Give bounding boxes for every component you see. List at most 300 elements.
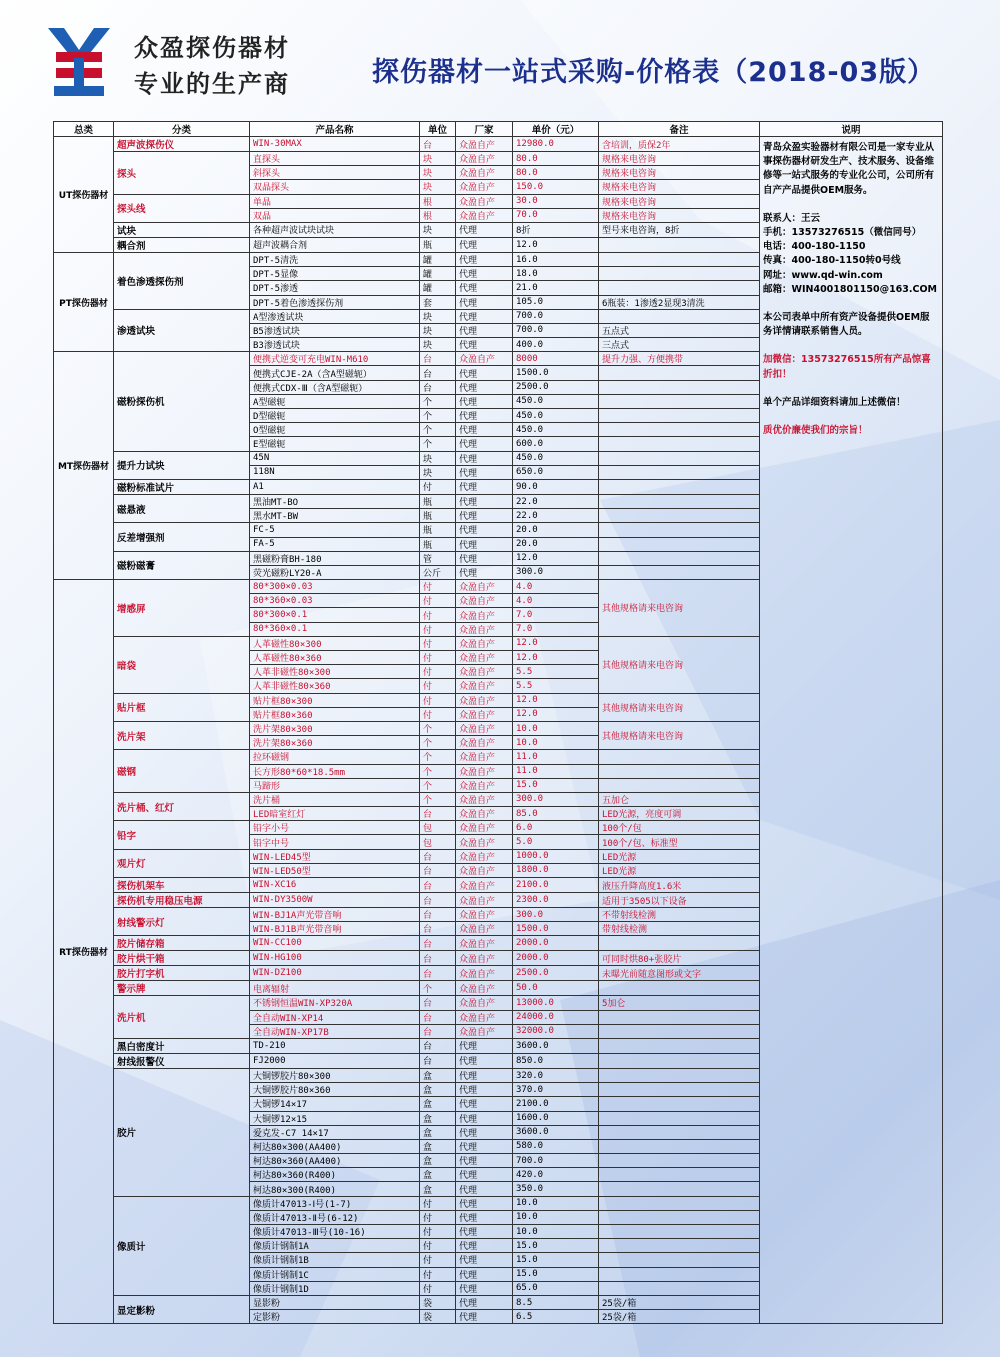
price-cell: 320.0 [513, 1068, 599, 1082]
unit-cell: 瓶 [420, 509, 456, 523]
maker-cell: 代理 [456, 479, 513, 494]
subcategory-cell: 胶片 [114, 1068, 250, 1196]
price-cell: 8折 [513, 222, 599, 237]
remark-cell [599, 1038, 760, 1053]
price-cell: 10.0 [513, 1225, 599, 1239]
remark-cell: 五加仑 [599, 792, 760, 806]
table-body [54, 137, 943, 1324]
product-name-cell: WIN-LED50型 [250, 863, 420, 877]
maker-cell: 众盈自产 [456, 707, 513, 721]
price-cell: 580.0 [513, 1139, 599, 1153]
price-cell: 450.0 [513, 409, 599, 423]
remark-cell [599, 1253, 760, 1267]
remark-cell [599, 479, 760, 494]
unit-cell: 瓶 [420, 523, 456, 537]
maker-cell: 众盈自产 [456, 792, 513, 806]
product-name-cell: A1 [250, 479, 420, 494]
remark-cell [599, 764, 760, 778]
product-name-cell: LED暗室红灯 [250, 807, 420, 821]
maker-cell: 众盈自产 [456, 137, 513, 152]
column-header: 总类 [54, 122, 114, 137]
unit-cell: 块 [420, 152, 456, 166]
remark-cell: 其他规格请来电咨询 [599, 721, 760, 749]
subcategory-cell: 探头 [114, 152, 250, 195]
price-cell: 90.0 [513, 479, 599, 494]
price-cell: 150.0 [513, 180, 599, 194]
product-name-cell: 80*360×0.1 [250, 622, 420, 636]
price-cell: 700.0 [513, 323, 599, 337]
maker-cell: 代理 [456, 380, 513, 394]
remark-cell [599, 1196, 760, 1210]
subcategory-cell: 磁粉探伤机 [114, 352, 250, 451]
product-name-cell: B5渗透试块 [250, 323, 420, 337]
maker-cell: 代理 [456, 1053, 513, 1068]
column-header: 单位 [420, 122, 456, 137]
product-name-cell: 全自动WIN-XP14 [250, 1010, 420, 1024]
unit-cell: 包 [420, 835, 456, 849]
maker-cell: 众盈自产 [456, 180, 513, 194]
maker-cell: 众盈自产 [456, 750, 513, 764]
product-name-cell: WIN-XC16 [250, 878, 420, 893]
note-paragraph: 网址：www.qd-win.com [763, 269, 883, 281]
price-table [53, 121, 943, 1324]
unit-cell: 个 [420, 721, 456, 735]
maker-cell: 众盈自产 [456, 580, 513, 594]
unit-cell: 台 [420, 849, 456, 863]
price-cell: 105.0 [513, 295, 599, 309]
remark-cell: 其他规格请来电咨询 [599, 636, 760, 693]
product-name-cell: 便携式逆变可充电WIN-M610 [250, 352, 420, 366]
unit-cell: 台 [420, 922, 456, 936]
maker-cell: 代理 [456, 1253, 513, 1267]
product-name-cell: O型磁轭 [250, 423, 420, 437]
product-name-cell: 贴片框80×360 [250, 707, 420, 721]
unit-cell: 付 [420, 636, 456, 650]
remark-cell [599, 1154, 760, 1168]
unit-cell: 瓶 [420, 537, 456, 551]
maker-cell: 众盈自产 [456, 936, 513, 951]
price-cell: 10.0 [513, 1210, 599, 1224]
unit-cell: 盒 [420, 1182, 456, 1196]
product-name-cell: 柯达80×360(R400) [250, 1168, 420, 1182]
product-name-cell: 像质计钢制1C [250, 1267, 420, 1281]
maker-cell: 代理 [456, 394, 513, 408]
unit-cell: 块 [420, 222, 456, 237]
remark-cell: 100个/包、标准型 [599, 835, 760, 849]
maker-cell: 众盈自产 [456, 1024, 513, 1038]
remark-cell: 适用于3505以下设备 [599, 893, 760, 908]
price-cell: 12.0 [513, 551, 599, 565]
remark-cell: 可同时烘80+张胶片 [599, 951, 760, 966]
price-cell: 6.5 [513, 1310, 599, 1324]
product-name-cell: WIN-LED45型 [250, 849, 420, 863]
remark-cell: LED光源 [599, 849, 760, 863]
remark-cell: 不带射线检测 [599, 908, 760, 922]
price-cell: 420.0 [513, 1168, 599, 1182]
product-name-cell: 铅字小号 [250, 821, 420, 835]
maker-cell: 众盈自产 [456, 821, 513, 835]
price-cell: 80.0 [513, 166, 599, 180]
unit-cell: 套 [420, 295, 456, 309]
unit-cell: 台 [420, 1053, 456, 1068]
product-name-cell: 洗片架80×300 [250, 721, 420, 735]
maker-cell: 代理 [456, 537, 513, 551]
remark-cell [599, 1239, 760, 1253]
brand-line-2: 专业的生产商 [134, 70, 290, 98]
maker-cell: 众盈自产 [456, 1010, 513, 1024]
price-cell: 1500.0 [513, 366, 599, 380]
maker-cell: 代理 [456, 1068, 513, 1082]
price-cell: 12.0 [513, 707, 599, 721]
price-cell: 21.0 [513, 281, 599, 295]
price-cell: 650.0 [513, 465, 599, 479]
unit-cell: 个 [420, 792, 456, 806]
price-cell: 1500.0 [513, 922, 599, 936]
price-cell: 2300.0 [513, 893, 599, 908]
price-cell: 700.0 [513, 1154, 599, 1168]
product-name-cell: 荧光磁粉LY20-A [250, 565, 420, 579]
subcategory-cell: 胶片烘干箱 [114, 951, 250, 966]
subcategory-cell: 探伤机专用稳压电源 [114, 893, 250, 908]
remark-cell: 其他规格请来电咨询 [599, 693, 760, 721]
subcategory-cell: 射线警示灯 [114, 908, 250, 936]
product-name-cell: FJ2000 [250, 1053, 420, 1068]
remark-cell [599, 1210, 760, 1224]
subcategory-cell: 铅字 [114, 821, 250, 849]
unit-cell: 台 [420, 366, 456, 380]
subcategory-cell: 洗片桶、红灯 [114, 792, 250, 820]
unit-cell: 盒 [420, 1097, 456, 1111]
price-cell: 8000 [513, 352, 599, 366]
price-cell: 12.0 [513, 693, 599, 707]
price-cell: 450.0 [513, 394, 599, 408]
maker-cell: 众盈自产 [456, 778, 513, 792]
category-cell: UT探伤器材 [54, 137, 114, 253]
price-cell: 20.0 [513, 537, 599, 551]
unit-cell: 付 [420, 1281, 456, 1295]
remark-cell: 含培训，质保2年 [599, 137, 760, 152]
remark-cell [599, 465, 760, 479]
note-spacer [763, 198, 939, 212]
maker-cell: 众盈自产 [456, 208, 513, 222]
price-cell: 70.0 [513, 208, 599, 222]
maker-cell: 众盈自产 [456, 665, 513, 679]
note-paragraph: 手机：13573276515（微信同号） [763, 227, 922, 239]
remark-cell: 未曝光前随意图形或文字 [599, 966, 760, 981]
maker-cell: 众盈自产 [456, 764, 513, 778]
unit-cell: 台 [420, 908, 456, 922]
price-cell: 3600.0 [513, 1038, 599, 1053]
product-name-cell: 像质计钢制1A [250, 1239, 420, 1253]
unit-cell: 台 [420, 1038, 456, 1053]
remark-cell [599, 750, 760, 764]
maker-cell: 众盈自产 [456, 622, 513, 636]
subcategory-cell: 洗片架 [114, 721, 250, 749]
unit-cell: 付 [420, 594, 456, 608]
product-name-cell: 电离辐射 [250, 981, 420, 996]
product-name-cell: 便携式CDX-Ⅲ（含A型磁轭） [250, 380, 420, 394]
product-name-cell: 柯达80×300(R400) [250, 1182, 420, 1196]
unit-cell: 罐 [420, 252, 456, 266]
product-name-cell: 像质计47013-Ⅱ号(6-12) [250, 1210, 420, 1224]
remark-cell: 25袋/箱 [599, 1295, 760, 1309]
price-cell: 15.0 [513, 1239, 599, 1253]
subcategory-cell: 探伤机架车 [114, 878, 250, 893]
price-cell: 16.0 [513, 252, 599, 266]
unit-cell: 瓶 [420, 494, 456, 508]
maker-cell: 代理 [456, 494, 513, 508]
subcategory-cell: 反差增强剂 [114, 523, 250, 551]
remark-cell [599, 1267, 760, 1281]
remark-cell [599, 267, 760, 281]
maker-cell: 众盈自产 [456, 679, 513, 693]
column-header: 说明 [760, 122, 943, 137]
price-cell: 5.5 [513, 665, 599, 679]
unit-cell: 付 [420, 1267, 456, 1281]
maker-cell: 众盈自产 [456, 608, 513, 622]
maker-cell: 众盈自产 [456, 693, 513, 707]
remark-cell: LED光源，亮度可调 [599, 807, 760, 821]
maker-cell: 代理 [456, 1281, 513, 1295]
maker-cell: 代理 [456, 1083, 513, 1097]
product-name-cell: WIN-DZ100 [250, 966, 420, 981]
maker-cell: 代理 [456, 295, 513, 309]
subcategory-cell: 超声波探伤仪 [114, 137, 250, 152]
remark-cell [599, 565, 760, 579]
brand-line-1: 众盈探伤器材 [134, 34, 290, 62]
price-cell: 1000.0 [513, 849, 599, 863]
maker-cell: 代理 [456, 1196, 513, 1210]
remark-cell: 规格来电咨询 [599, 194, 760, 208]
unit-cell: 公斤 [420, 565, 456, 579]
maker-cell: 代理 [456, 309, 513, 323]
product-name-cell: 双晶探头 [250, 180, 420, 194]
unit-cell: 台 [420, 863, 456, 877]
product-name-cell: 洗片桶 [250, 792, 420, 806]
unit-cell: 台 [420, 893, 456, 908]
product-name-cell: 像质计钢制1D [250, 1281, 420, 1295]
unit-cell: 付 [420, 1239, 456, 1253]
maker-cell: 众盈自产 [456, 594, 513, 608]
maker-cell: 代理 [456, 551, 513, 565]
note-paragraph: 传真：400-180-1150转0号线 [763, 255, 901, 267]
remark-cell: 规格来电咨询 [599, 152, 760, 166]
unit-cell: 根 [420, 208, 456, 222]
price-cell: 370.0 [513, 1083, 599, 1097]
unit-cell: 付 [420, 1253, 456, 1267]
subcategory-cell: 像质计 [114, 1196, 250, 1295]
column-header: 单价（元） [513, 122, 599, 137]
product-name-cell: 贴片框80×300 [250, 693, 420, 707]
product-name-cell: 斜探头 [250, 166, 420, 180]
price-cell: 11.0 [513, 764, 599, 778]
unit-cell: 块 [420, 323, 456, 337]
price-cell: 1800.0 [513, 863, 599, 877]
remark-cell [599, 981, 760, 996]
product-name-cell: 单晶 [250, 194, 420, 208]
unit-cell: 台 [420, 380, 456, 394]
unit-cell: 罐 [420, 267, 456, 281]
price-cell: 300.0 [513, 792, 599, 806]
product-name-cell: 像质计钢制1B [250, 1253, 420, 1267]
unit-cell: 台 [420, 352, 456, 366]
remark-cell [599, 936, 760, 951]
maker-cell: 众盈自产 [456, 951, 513, 966]
product-name-cell: 大铜锣14×17 [250, 1097, 420, 1111]
price-cell: 15.0 [513, 1253, 599, 1267]
product-name-cell: WIN-DY3500W [250, 893, 420, 908]
subcategory-cell: 洗片机 [114, 996, 250, 1039]
product-name-cell: 人革非磁性80×300 [250, 665, 420, 679]
unit-cell: 盒 [420, 1154, 456, 1168]
column-header: 分类 [114, 122, 250, 137]
maker-cell: 代理 [456, 423, 513, 437]
unit-cell: 付 [420, 679, 456, 693]
column-header: 厂家 [456, 122, 513, 137]
product-name-cell: WIN-HG100 [250, 951, 420, 966]
maker-cell: 代理 [456, 1310, 513, 1324]
unit-cell: 块 [420, 309, 456, 323]
remark-cell: 提升力强、方便携带 [599, 352, 760, 366]
price-cell: 2500.0 [513, 380, 599, 394]
product-name-cell: WIN-BJ1A声光带音响 [250, 908, 420, 922]
maker-cell: 众盈自产 [456, 922, 513, 936]
remark-cell [599, 1083, 760, 1097]
maker-cell: 众盈自产 [456, 194, 513, 208]
price-cell: 1600.0 [513, 1111, 599, 1125]
category-cell: MT探伤器材 [54, 352, 114, 580]
price-cell: 50.0 [513, 981, 599, 996]
remark-cell [599, 551, 760, 565]
product-name-cell: A型磁轭 [250, 394, 420, 408]
subcategory-cell: 提升力试块 [114, 451, 250, 479]
remark-cell: 三点式 [599, 338, 760, 352]
product-name-cell: 超声波耦合剂 [250, 237, 420, 252]
unit-cell: 个 [420, 409, 456, 423]
unit-cell: 付 [420, 580, 456, 594]
unit-cell: 付 [420, 693, 456, 707]
note-paragraph: 本公司表单中所有资产设备提供OEM服务详情请联系销售人员。 [763, 312, 930, 338]
unit-cell: 台 [420, 1024, 456, 1038]
product-name-cell: 黑磁粉膏BH-180 [250, 551, 420, 565]
maker-cell: 代理 [456, 252, 513, 266]
maker-cell: 代理 [456, 323, 513, 337]
maker-cell: 代理 [456, 451, 513, 465]
price-cell: 30.0 [513, 194, 599, 208]
remark-cell [599, 494, 760, 508]
product-name-cell: DPT-5渗透 [250, 281, 420, 295]
company-notes-cell [760, 137, 943, 1324]
unit-cell: 台 [420, 951, 456, 966]
maker-cell: 代理 [456, 222, 513, 237]
note-paragraph: 质优价廉使我们的宗旨！ [763, 425, 868, 437]
maker-cell: 众盈自产 [456, 996, 513, 1010]
product-name-cell: 118N [250, 465, 420, 479]
maker-cell: 众盈自产 [456, 651, 513, 665]
subcategory-cell: 磁钢 [114, 750, 250, 793]
price-cell: 300.0 [513, 565, 599, 579]
remark-cell [599, 1125, 760, 1139]
maker-cell: 代理 [456, 1239, 513, 1253]
subcategory-cell: 胶片储存箱 [114, 936, 250, 951]
page-title: 探伤器材一站式采购-价格表（2018-03版） [372, 57, 936, 88]
maker-cell: 代理 [456, 1182, 513, 1196]
price-cell: 4.0 [513, 580, 599, 594]
product-name-cell: FC-5 [250, 523, 420, 537]
column-header: 产品名称 [250, 122, 420, 137]
price-cell: 450.0 [513, 423, 599, 437]
remark-cell: LED光源 [599, 863, 760, 877]
remark-cell [599, 437, 760, 451]
maker-cell: 代理 [456, 366, 513, 380]
unit-cell: 块 [420, 166, 456, 180]
price-cell: 450.0 [513, 451, 599, 465]
price-cell: 85.0 [513, 807, 599, 821]
remark-cell [599, 509, 760, 523]
product-name-cell: 黑水MT-BW [250, 509, 420, 523]
unit-cell: 盒 [420, 1139, 456, 1153]
subcategory-cell: 探头线 [114, 194, 250, 222]
product-name-cell: 大铜锣胶片80×360 [250, 1083, 420, 1097]
product-name-cell: 大铜锣胶片80×300 [250, 1068, 420, 1082]
unit-cell: 瓶 [420, 237, 456, 252]
maker-cell: 代理 [456, 1267, 513, 1281]
maker-cell: 代理 [456, 1139, 513, 1153]
maker-cell: 代理 [456, 338, 513, 352]
remark-cell: 液压升降高度1.6米 [599, 878, 760, 893]
note-paragraph: 加微信：13573276515所有产品惊喜折扣！ [763, 354, 931, 380]
remark-cell: 五点式 [599, 323, 760, 337]
subcategory-cell: 暗袋 [114, 636, 250, 693]
unit-cell: 付 [420, 665, 456, 679]
product-name-cell: DPT-5清洗 [250, 252, 420, 266]
product-name-cell: 像质计47013-Ⅰ号(1-7) [250, 1196, 420, 1210]
remark-cell: 6瓶装：1渗透2显现3清洗 [599, 295, 760, 309]
remark-cell [599, 1225, 760, 1239]
maker-cell: 众盈自产 [456, 807, 513, 821]
product-name-cell: 马蹄形 [250, 778, 420, 792]
note-paragraph: 单个产品详细资料请加上述微信！ [763, 396, 906, 408]
remark-cell [599, 423, 760, 437]
product-name-cell: 像质计47013-Ⅲ号(10-16) [250, 1225, 420, 1239]
product-name-cell: 柯达80×300(AA400) [250, 1139, 420, 1153]
product-name-cell: 双晶 [250, 208, 420, 222]
maker-cell: 代理 [456, 465, 513, 479]
maker-cell: 代理 [456, 281, 513, 295]
unit-cell: 袋 [420, 1295, 456, 1309]
price-cell: 20.0 [513, 523, 599, 537]
maker-cell: 众盈自产 [456, 981, 513, 996]
note-spacer [763, 410, 939, 424]
price-cell: 80.0 [513, 152, 599, 166]
maker-cell: 众盈自产 [456, 166, 513, 180]
unit-cell: 罐 [420, 281, 456, 295]
product-name-cell: 80*300×0.03 [250, 580, 420, 594]
price-cell: 2100.0 [513, 1097, 599, 1111]
unit-cell: 付 [420, 1225, 456, 1239]
remark-cell [599, 1168, 760, 1182]
price-cell: 700.0 [513, 309, 599, 323]
price-cell: 300.0 [513, 908, 599, 922]
unit-cell: 个 [420, 423, 456, 437]
price-cell: 13000.0 [513, 996, 599, 1010]
subcategory-cell: 磁粉标准试片 [114, 479, 250, 494]
price-cell: 7.0 [513, 622, 599, 636]
unit-cell: 台 [420, 807, 456, 821]
maker-cell: 代理 [456, 1097, 513, 1111]
unit-cell: 盒 [420, 1111, 456, 1125]
subcategory-cell: 胶片打字机 [114, 966, 250, 981]
